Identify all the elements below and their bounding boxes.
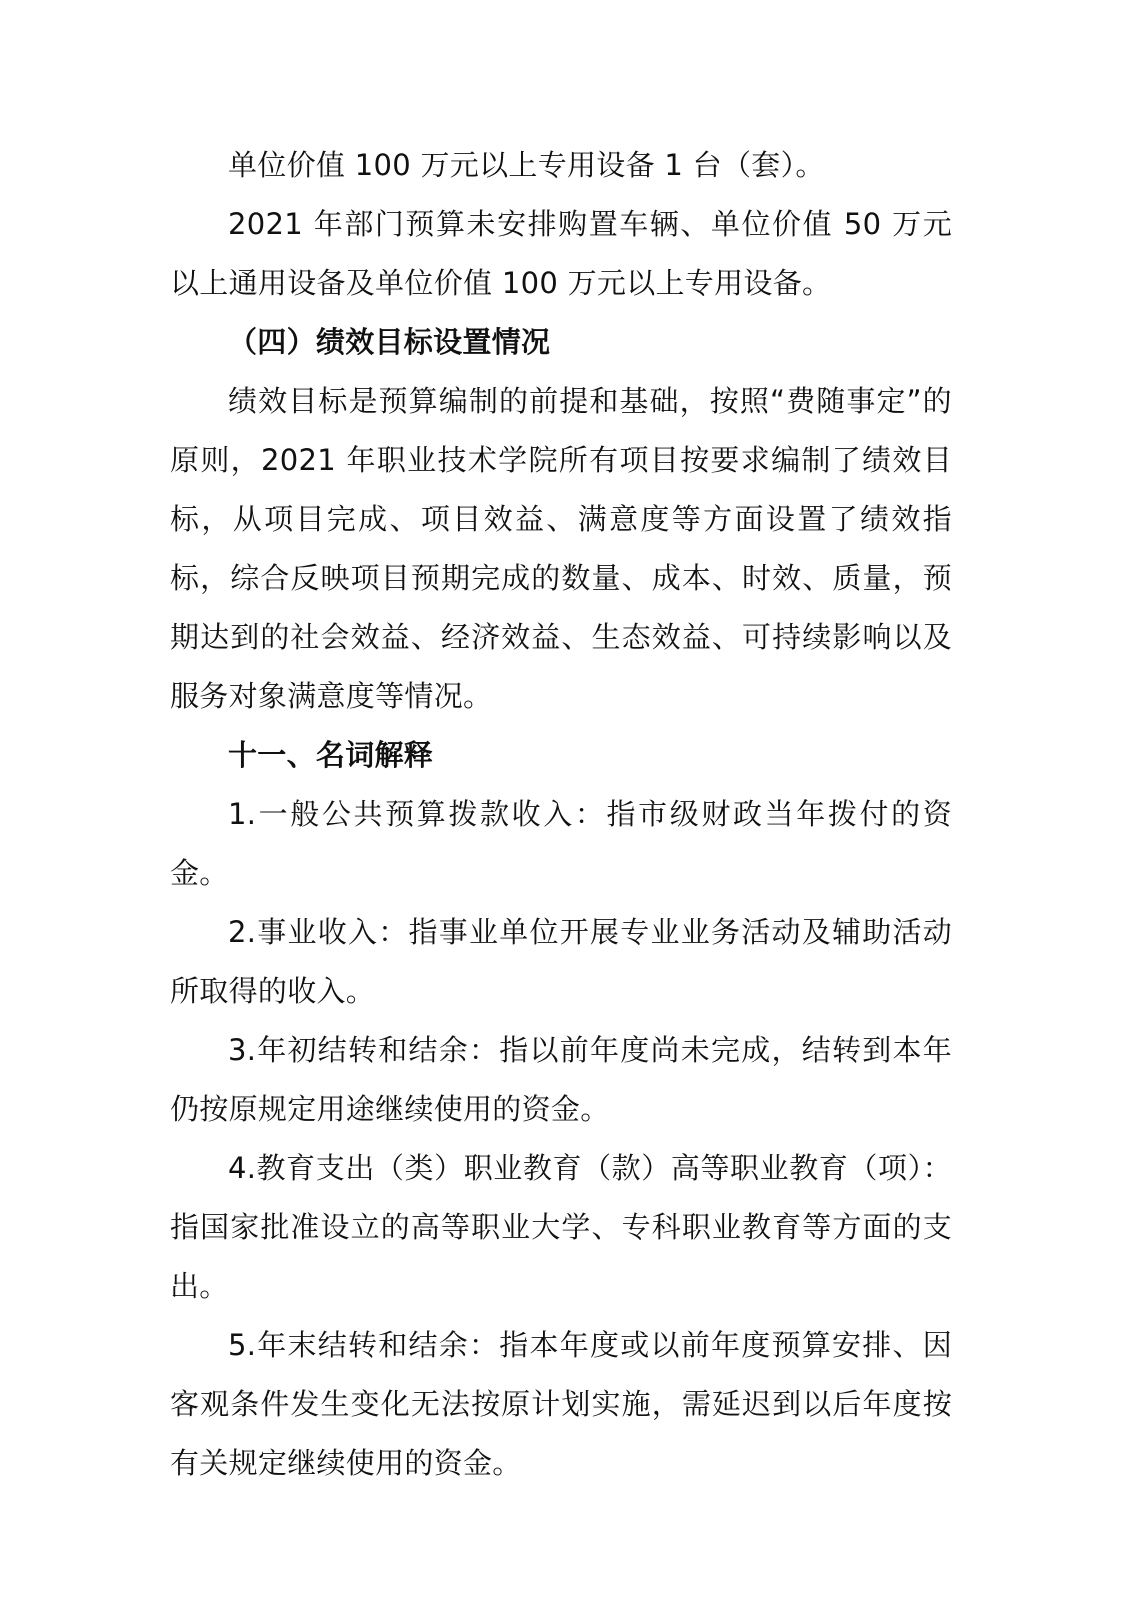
section-heading-performance-goals: （四）绩效目标设置情况	[228, 325, 551, 359]
paragraph-no-purchase: 2021 年部门预算未安排购置车辆、单位价值 50 万元以上通用设备及单位价值 100 万元以上专用设备。	[170, 207, 952, 300]
glossary-item-4: 4.教育支出（类）职业教育（款）高等职业教育（项）：指国家批准设立的高等职业大学、专科职业教育等方面的支出。	[170, 1151, 952, 1303]
section-heading-glossary: 十一、名词解释	[228, 738, 434, 772]
paragraph-equipment-count: 单位价值 100 万元以上专用设备 1 台（套）。	[228, 148, 825, 182]
glossary-item-5: 5.年末结转和结余：指本年度或以前年度预算安排、因客观条件发生变化无法按原计划实施，需延迟到以后年度按有关规定继续使用的资金。	[170, 1328, 952, 1480]
glossary-item-3: 3.年初结转和结余：指以前年度尚未完成，结转到本年仍按原规定用途继续使用的资金。	[170, 1033, 952, 1126]
document-page	[170, 136, 952, 1493]
paragraph-performance-goals: 绩效目标是预算编制的前提和基础，按照“费随事定”的原则，2021 年职业技术学院所有项目按要求编制了绩效目标，从项目完成、项目效益、满意度等方面设置了绩效指标，综合反映项目预期完成的数量、成本、时效、质量，预期达到的社会效益、经济效益、生态效益、可持续影响以及服务对象满意度等情况。	[170, 384, 952, 713]
glossary-item-1: 1.一般公共预算拨款收入：指市级财政当年拨付的资金。	[170, 797, 952, 890]
glossary-item-2: 2.事业收入：指事业单位开展专业业务活动及辅助活动所取得的收入。	[170, 915, 952, 1008]
